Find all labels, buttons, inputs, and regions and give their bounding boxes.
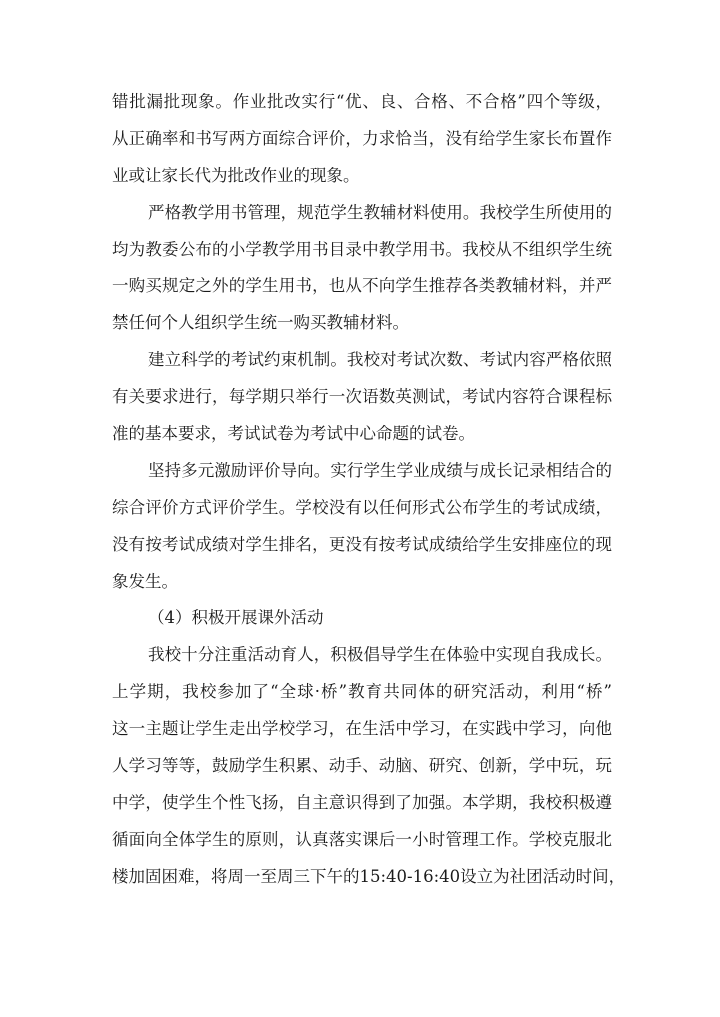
text-line: 从正确率和书写两方面综合评价，力求恰当，没有给学生家长布置作	[112, 128, 612, 148]
text-line: 综合评价方式评价学生。学校没有以任何形式公布学生的考试成绩，	[112, 497, 612, 517]
text-line: 楼加固困难，将周一至周三下午的15:40-16:40设立为社团活动时间，	[112, 866, 626, 886]
text-line: 准的基本要求，考试试卷为考试中心命题的试卷。	[112, 424, 475, 444]
text-line: 中学，使学生个性飞扬，自主意识得到了加强。本学期，我校积极遵	[112, 792, 612, 812]
text-line: 禁任何个人组织学生统一购买教辅材料。	[112, 313, 409, 333]
text-line: 有关要求进行，每学期只举行一次语数英测试，考试内容符合课程标	[112, 387, 612, 407]
text-line: 没有按考试成绩对学生排名，更没有按考试成绩给学生安排座位的现	[112, 534, 612, 554]
text-line: 上学期，我校参加了“全球·桥”教育共同体的研究活动，利用“桥”	[112, 682, 612, 702]
body-text	[112, 84, 626, 896]
paragraph-first-line: 严格教学用书管理，规范学生教辅材料使用。我校学生所使用的	[148, 202, 612, 222]
section-heading: （4）积极开展课外活动	[148, 608, 324, 628]
paragraph-first-line: 坚持多元激励评价导向。实行学生学业成绩与成长记录相结合的	[148, 460, 612, 480]
text-line: 这一主题让学生走出学校学习，在生活中学习，在实践中学习，向他	[112, 719, 612, 739]
text-line: 错批漏批现象。作业批改实行“优、良、合格、不合格”四个等级，	[112, 92, 612, 111]
text-line: 均为教委公布的小学教学用书目录中教学用书。我校从不组织学生统	[112, 239, 612, 259]
text-line: 业或让家长代为批改作业的现象。	[112, 165, 360, 185]
text-line: 人学习等等，鼓励学生积累、动手、动脑、研究、创新，学中玩，玩	[112, 756, 612, 776]
text-line: 一购买规定之外的学生用书，也从不向学生推荐各类教辅材料，并严	[112, 276, 612, 296]
paragraph-first-line: 我校十分注重活动育人，积极倡导学生在体验中实现自我成长。	[148, 645, 612, 665]
paragraph-first-line: 建立科学的考试约束机制。我校对考试次数、考试内容严格依照	[148, 350, 612, 370]
text-line: 循面向全体学生的原则，认真落实课后一小时管理工作。学校克服北	[112, 829, 612, 849]
text-line: 象发生。	[112, 571, 178, 591]
